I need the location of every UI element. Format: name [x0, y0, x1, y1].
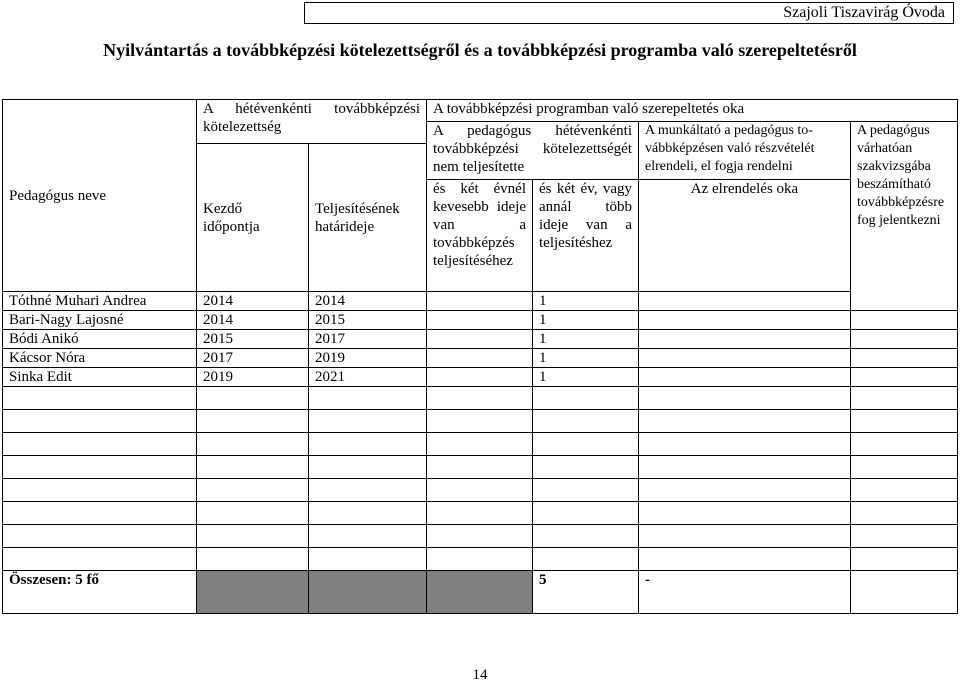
table-row: [3, 311, 958, 330]
cell-name: Bódi Anikó: [3, 330, 197, 349]
org-name: Szajoli Tiszavirág Óvoda: [783, 4, 945, 21]
empty-row: [3, 456, 958, 479]
cell-less-than-two: [427, 330, 533, 349]
cell-two-or-more: 1: [533, 349, 639, 368]
header-reason: Az elrendelés oka: [639, 180, 851, 292]
cell-name: Sinka Edit: [3, 368, 197, 387]
cell-exam: [851, 368, 958, 387]
empty-row: [3, 433, 958, 456]
empty-row: [3, 525, 958, 548]
cell-exam: [851, 330, 958, 349]
total-label: Összesen: 5 fő: [3, 571, 197, 614]
cell-less-than-two: [427, 368, 533, 387]
cell-name: Kácsor Nóra: [3, 349, 197, 368]
empty-row: [3, 387, 958, 410]
cell-name: Tóthné Muhari Andrea: [3, 292, 197, 311]
cell-deadline: 2021: [309, 368, 427, 387]
cell-exam: [851, 349, 958, 368]
table-row: [3, 349, 958, 368]
empty-row: [3, 502, 958, 525]
header-employer: A munkáltató a pedagógus to-vábbképzésen való részvételét elrendeli, el fogja rendelni: [639, 122, 851, 180]
cell-less-than-two: [427, 349, 533, 368]
cell-start: 2017: [197, 349, 309, 368]
cell-deadline: 2014: [309, 292, 427, 311]
cell-employer: [639, 311, 851, 330]
cell-start: 2014: [197, 311, 309, 330]
cell-employer: [639, 368, 851, 387]
header-start: Kezdő időpontja: [197, 144, 309, 292]
header-obligation-group: A hétévenkénti továbbképzési kötelezettség: [197, 100, 427, 144]
header-not-fulfilled: A pedagógus hétévenkénti továbbképzési kötelezettségét nem teljesítette: [427, 122, 639, 180]
total-two-or-more: 5: [533, 571, 639, 614]
records-table: [2, 99, 958, 614]
total-gray-cell: [309, 571, 427, 614]
cell-two-or-more: 1: [533, 330, 639, 349]
cell-employer: [639, 330, 851, 349]
header-exam: A pedagógus várhatóan szakvizsgába beszámítható továbbképzésre fog jelentkezni: [851, 122, 958, 311]
cell-start: 2019: [197, 368, 309, 387]
total-gray-cell: [427, 571, 533, 614]
table-row: [3, 292, 958, 311]
cell-deadline: 2015: [309, 311, 427, 330]
table-row: [3, 330, 958, 349]
cell-exam: [851, 311, 958, 330]
table-row: [3, 368, 958, 387]
empty-row: [3, 410, 958, 433]
cell-deadline: 2017: [309, 330, 427, 349]
header-less-than-two: és két évnél kevesebb ideje van a továbbképzés teljesítéséhez: [427, 180, 533, 292]
header-deadline: Teljesítésének határideje: [309, 144, 427, 292]
cell-less-than-two: [427, 311, 533, 330]
header-org-box: [304, 2, 954, 24]
cell-start: 2014: [197, 292, 309, 311]
cell-deadline: 2019: [309, 349, 427, 368]
cell-less-than-two: [427, 292, 533, 311]
header-row-1: [3, 100, 958, 122]
empty-row: [3, 479, 958, 502]
cell-two-or-more: 1: [533, 311, 639, 330]
page-number: 14: [472, 667, 488, 683]
document-title: Nyilvántartás a továbbképzési kötelezettségről és a továbbképzési programba való szerepeltetésről: [103, 40, 857, 60]
empty-row: [3, 548, 958, 571]
header-teacher-name: Pedagógus neve: [3, 100, 197, 292]
header-two-or-more: és két év, vagy annál több ideje van a teljesítéshez: [533, 180, 639, 292]
cell-start: 2015: [197, 330, 309, 349]
total-exam: [851, 571, 958, 614]
total-employer: -: [639, 571, 851, 614]
total-gray-cell: [197, 571, 309, 614]
cell-employer: [639, 349, 851, 368]
total-row: [3, 571, 958, 614]
cell-name: Bari-Nagy Lajosné: [3, 311, 197, 330]
cell-employer: [639, 292, 851, 311]
cell-two-or-more: 1: [533, 292, 639, 311]
header-program-group: A továbbképzési programban való szerepeltetés oka: [427, 100, 958, 122]
cell-two-or-more: 1: [533, 368, 639, 387]
